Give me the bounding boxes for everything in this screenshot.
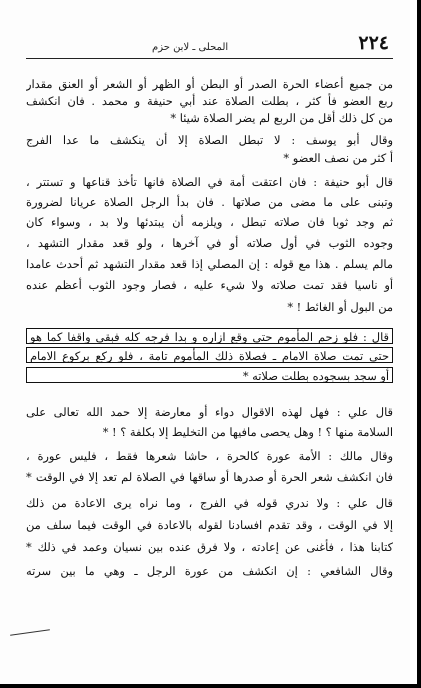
text-line: وقال أبو يوسف : لا تبطل الصلاة إلا أن ينكشف ما عدا الفرج (26, 133, 393, 147)
text-line: أ كثر من نصف العضو * (283, 151, 393, 165)
book-page (26, 32, 393, 676)
text-line: إلا في الوقت ، وقد تقدم افسادنا لقوله بالاعادة في الوقت فيما سلف من (26, 518, 393, 532)
text-line: وقال الشافعي : إن انكشف من عورة الرجل ـ وهي ما بين سرته (26, 564, 393, 578)
boxed-text-line: حتى تمت صلاة الامام ـ فصلاة ذلك المأموم تامة ، فلو ركع بركوع الامام (26, 347, 393, 363)
page-header (26, 32, 393, 59)
boxed-text-line: أو سجد بسجوده بطلت صلاته * (26, 367, 393, 383)
text-line: السلامة منها ؟ ! وهل يحصى مافيها من التخليط إلا بكلفة ؟ ! * (102, 425, 393, 439)
text-line: كتابنا هذا ، فأغنى عن إعادته ، ولا فرق عنده بين نسيان وعمد في ذلك * (26, 540, 393, 554)
text-line: قال علي : ولا ندري قوله في الفرج ، وما نراه يرى الاعادة من ذلك (26, 496, 393, 510)
text-line: من جميع أعضاء الحرة الصدر أو البطن أو الظهر أو الشعر أو العنق مقدار (26, 77, 393, 91)
text-line: وقال مالك : الأمة عورة كالحرة ، حاشا شعرها فقط ، فليس عورة ، (26, 449, 393, 463)
running-title: المحلى ـ لابن حزم (152, 42, 229, 53)
text-line: قال علي : فهل لهذه الاقوال دواء أو معارضة إلا حمد الله تعالى على (26, 405, 393, 419)
text-line: مالم يسلم . هذا مع قوله : إن المصلي إذا قعد مقدار التشهد ثم أحدث عامدا (26, 257, 393, 271)
text-line: قال أبو حنيفة : فان اعتقت أمة في الصلاة فانها تأخذ قناعها و تستتر ، (26, 175, 393, 189)
page-number: ٢٢٤ (358, 32, 389, 54)
text-line: وجوده الثوب في أول صلاته أو في آخرها ، ولو قعد مقدار التشهد ، (26, 236, 393, 250)
text-line: من البول أو الغائط ! * (287, 300, 393, 314)
text-line: فان انكشف شعر الحرة أو صدرها أو ساقها في الصلاة لم تعد إلا في الوقت * (26, 470, 393, 484)
boxed-text-line: قال : فلو زحم المأموم حتى وقع ازاره و بدا فرجه كله فبقى واقفا كما هو (26, 328, 393, 344)
text-line: ثم وجد ثوبا فان صلاته تبطل ، ويلزمه أن يبتدئها ولا بد ، وسواء كان (26, 215, 393, 229)
text-line: أو ناسيا فقد تمت صلاته ولا شيء عليه ، فصار وجود الثوب أعظم عنده (26, 278, 393, 292)
text-line: ربع العضو فأ كثر ، بطلت الصلاة عند أبي حنيفة و محمد . فان انكشف (26, 94, 393, 108)
text-line: من كل ذلك أقل من الربع لم يضر الصلاة شيئا * (170, 111, 393, 125)
text-line: وتبنى على ما مضى من صلاتها . فان بدأ الرجل الصلاة عريانا لضرورة (26, 195, 393, 209)
